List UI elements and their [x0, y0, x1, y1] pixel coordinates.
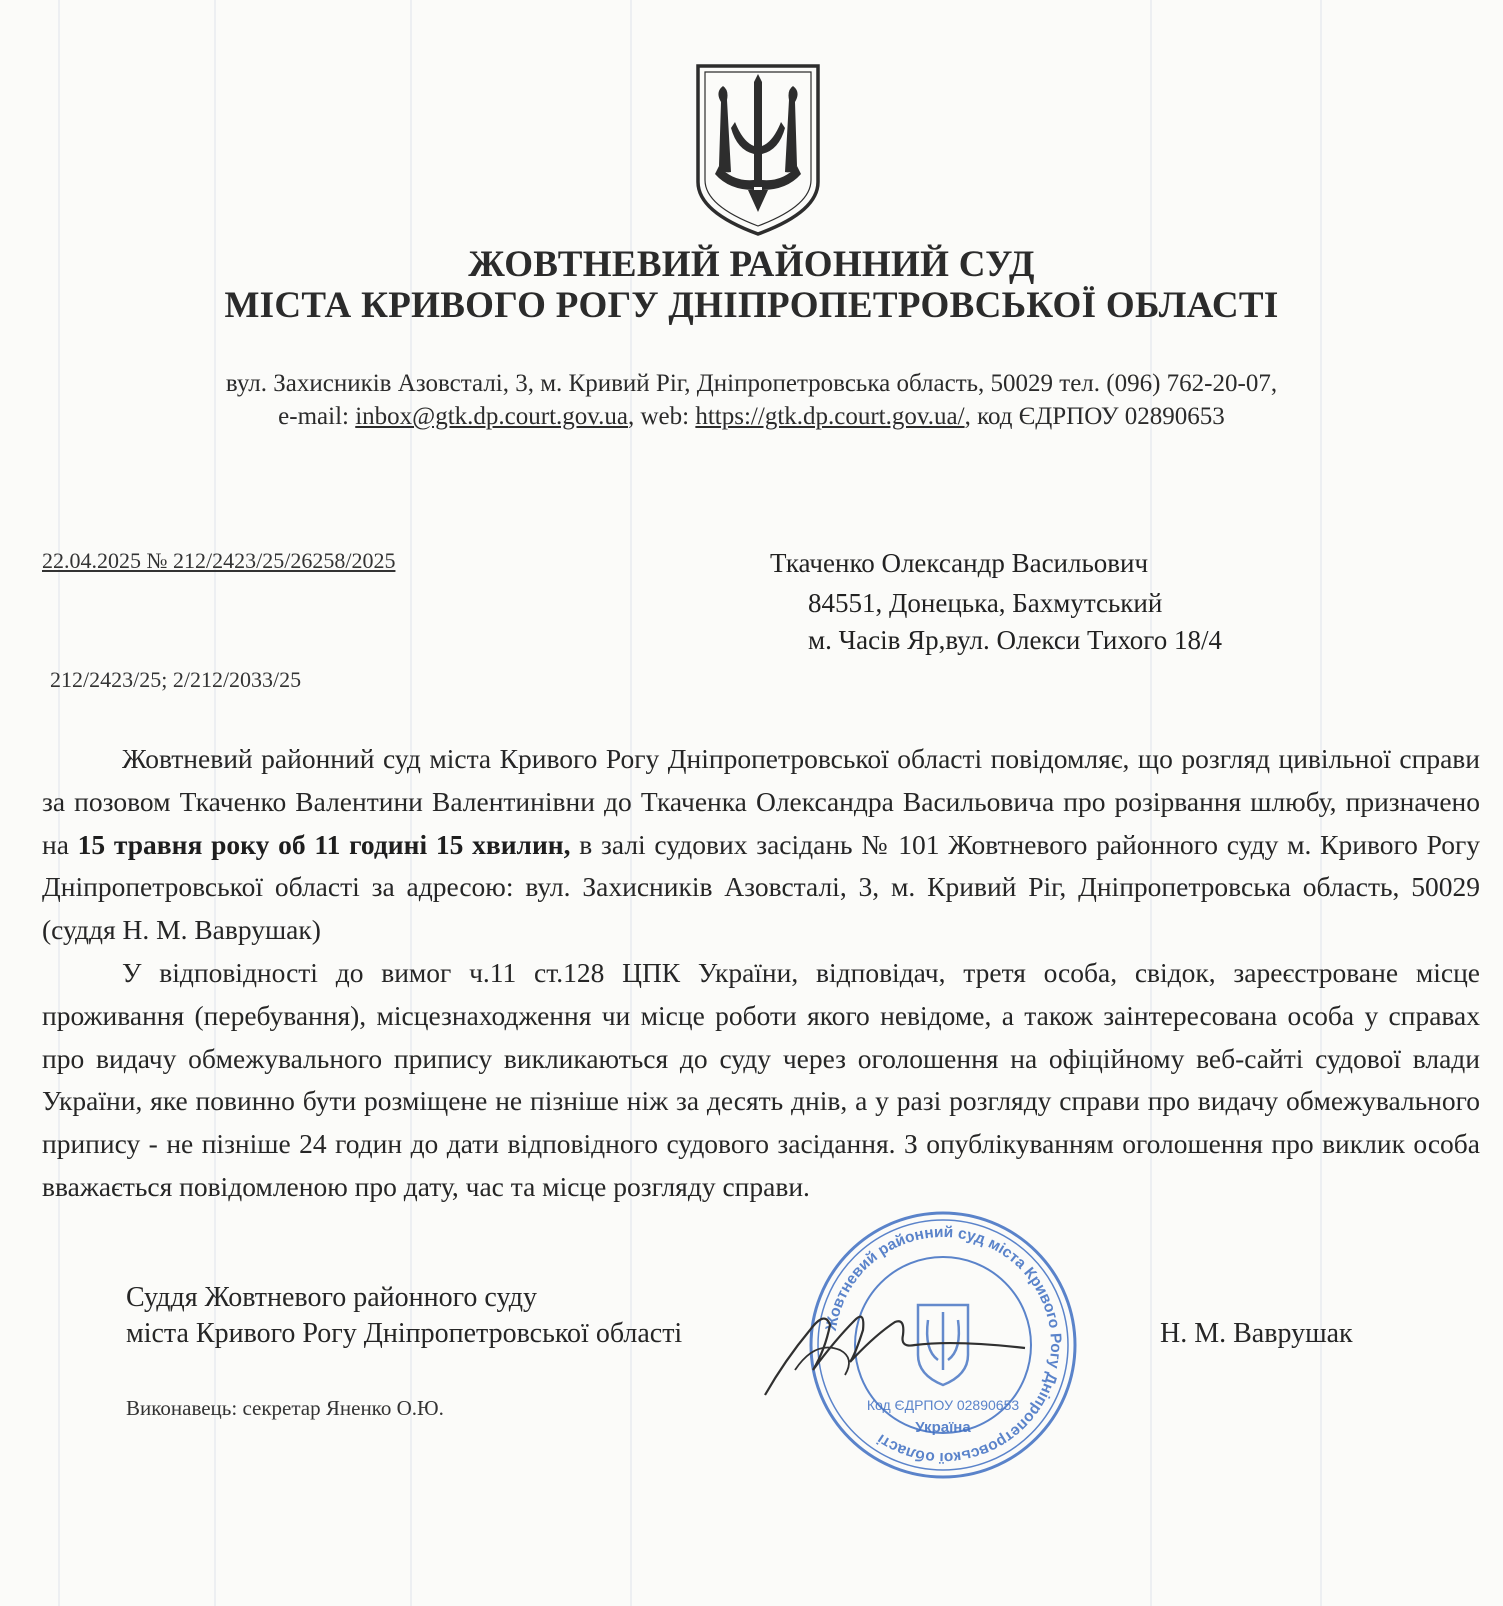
svg-text:Україна: Україна: [915, 1419, 971, 1436]
web-label: web:: [640, 403, 696, 430]
judge-name: Н. М. Ваврушак: [1160, 1318, 1353, 1349]
court-contacts: [0, 403, 1503, 431]
separator: ,: [628, 403, 641, 430]
paragraph-text: Жовтневий районний суд міста Кривого Рогу Дніпропетровської області повідомляє, що розгляд цивільної справи за позовом Ткаченко Валентини Валентинівни до Ткаченка Олександра Васильовича про розірвання шлюбу, призначено на: [42, 743, 1480, 860]
paragraph-text: в залі судових засідань № 101 Жовтневого районного суду м. Кривого Рогу Дніпропетровської області за адресою: вул. Захисників Азовсталі, 3, м. Кривий Ріг, Дніпропетровська область, 50029 (суддя Н. М. Ваврушак): [42, 828, 1480, 946]
signature-title-line1: Суддя Жовтневого районного суду: [126, 1282, 537, 1313]
notice-body: [42, 738, 1480, 1209]
notice-paragraph-1: [42, 738, 1480, 952]
recipient-name: Ткаченко Олександр Васильович: [770, 548, 1149, 578]
trident-emblem-icon: [693, 62, 823, 237]
court-address: вул. Захисників Азовсталі, 3, м. Кривий Ріг, Дніпропетровська область, 50029 тел. (096) 762-20-07,: [225, 370, 1278, 397]
recipient-address-line1: 84551, Донецька, Бахмутський: [808, 588, 1163, 618]
signature-title-line2: міста Кривого Рогу Дніпропетровської області: [126, 1318, 683, 1349]
executor-line: Виконавець: секретар Яненко О.Ю.: [126, 1396, 444, 1420]
judge-handwritten-signature: [755, 1300, 1035, 1405]
hearing-datetime: 15 травня року об 11 годині 15 хвилин,: [77, 828, 571, 860]
court-title-line2: МІСТА КРИВОГО РОГУ ДНІПРОПЕТРОВСЬКОЇ ОБЛАСТІ: [224, 285, 1279, 326]
outgoing-number: 22.04.2025 № 212/2423/25/26258/2025: [42, 548, 396, 573]
recipient-address-line2: м. Часів Яр,вул. Олекси Тихого 18/4: [808, 625, 1222, 655]
web-link[interactable]: https://gtk.dp.court.gov.ua/: [695, 403, 965, 430]
svg-text:Код ЄДРПОУ 02890653: Код ЄДРПОУ 02890653: [866, 1397, 1020, 1413]
email-link[interactable]: inbox@gtk.dp.court.gov.ua: [355, 403, 628, 430]
email-label: e-mail:: [278, 403, 356, 430]
edrpou-code: , код ЄДРПОУ 02890653: [964, 403, 1225, 430]
case-references: 212/2423/25; 2/212/2033/25: [50, 667, 302, 692]
notice-paragraph-2: У відповідності до вимог ч.11 ст.128 ЦПК України, відповідач, третя особа, свідок, зареєстроване місце проживання (перебування), місцезнаходження чи місце роботи якого невідоме, а також заінтересована особа у справах про видачу обмежувального припису викликаються до суду через оголошення на офіційному веб-сайті судової влади України, яке повинно бути розміщене не пізніше ніж за десять днів, а у разі розгляду справи про видачу обмежувального припису - не пізніше 24 годин до дати відповідного судового засідання. З опублікуванням оголошення про виклик особа вважається повідомленою про дату, час та місце розгляду справи.: [42, 956, 1480, 1202]
court-title-line1: ЖОВТНЕВИЙ РАЙОННИЙ СУД: [468, 244, 1035, 285]
svg-text:Жовтневий районний суд міста К: Жовтневий районний суд міста Кривого Рогу Дніпропетровської області: [822, 1223, 1065, 1467]
